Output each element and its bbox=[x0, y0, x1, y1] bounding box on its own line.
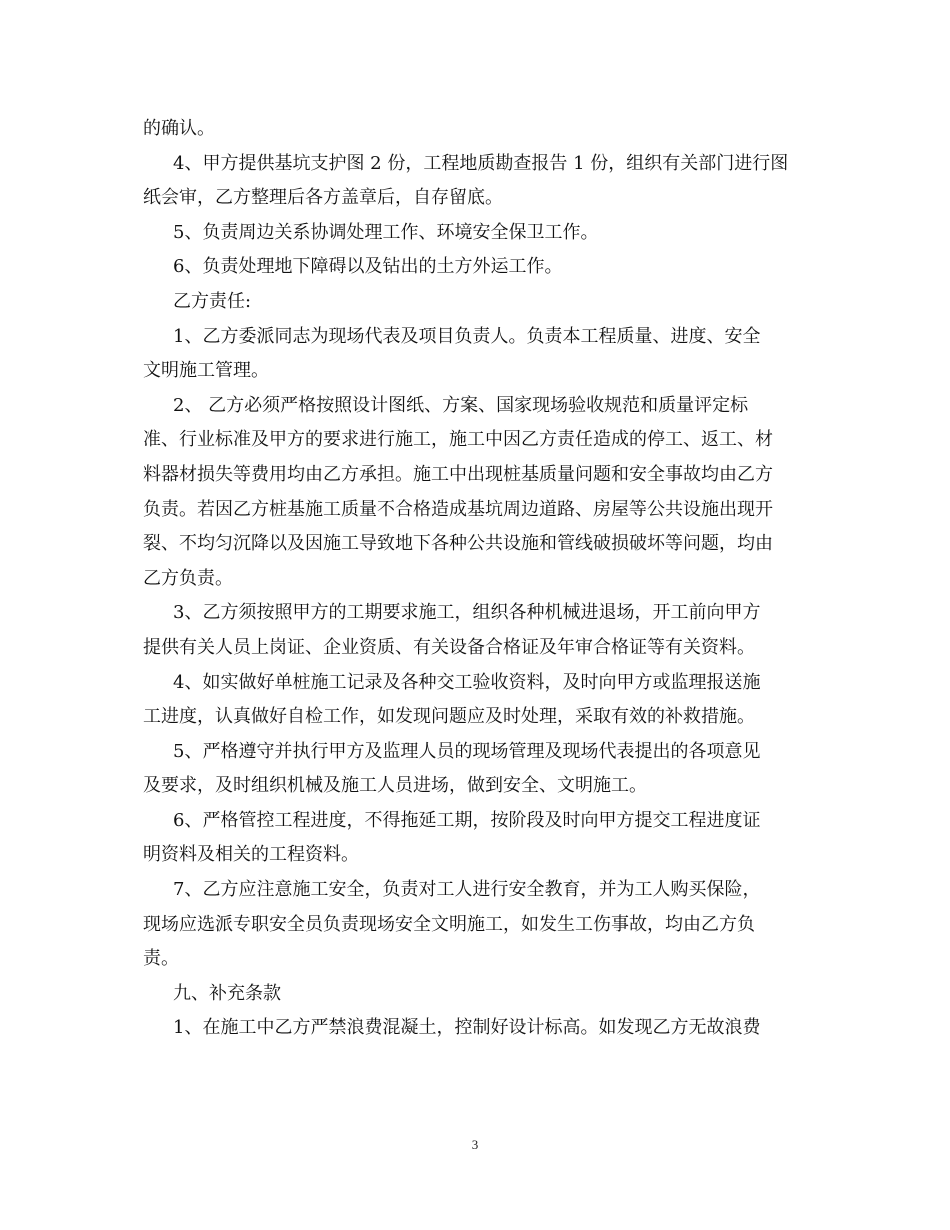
text-line: 准、行业标准及甲方的要求进行施工，施工中因乙方责任造成的停工、返工、材 bbox=[143, 429, 773, 451]
text-line: 1、乙方委派同志为现场代表及项目负责人。负责本工程质量、进度、安全 bbox=[173, 325, 761, 347]
text-line: 纸会审，乙方整理后各方盖章后，自存留底。 bbox=[143, 187, 503, 209]
text-line: 4、如实做好单桩施工记录及各种交工验收资料，及时向甲方或监理报送施 bbox=[173, 671, 761, 693]
text-line: 提供有关人员上岗证、企业资质、有关设备合格证及年审合格证等有关资料。 bbox=[143, 636, 755, 658]
text-line: 乙方责任: bbox=[173, 290, 252, 312]
text-line: 的确认。 bbox=[143, 118, 215, 139]
text-line: 乙方负责。 bbox=[143, 567, 233, 589]
text-line: 及要求，及时组织机械及施工人员进场，做到安全、文明施工。 bbox=[143, 775, 647, 797]
text-line: 6、严格管控工程进度，不得拖延工期，按阶段及时向甲方提交工程进度证 bbox=[173, 809, 761, 831]
document-body bbox=[143, 112, 803, 1046]
text-line: 裂、不均匀沉降以及因施工导致地下各种公共设施和管线破损破坏等问题，均由 bbox=[143, 533, 773, 555]
text-line: 2、 乙方必须严格按照设计图纸、方案、国家现场验收规范和质量评定标 bbox=[173, 394, 749, 416]
text-line: 4、甲方提供基坑支护图 2 份，工程地质勘查报告 1 份，组织有关部门进行图 bbox=[173, 152, 789, 174]
text-line: 6、负责处理地下障碍以及钻出的土方外运工作。 bbox=[173, 256, 563, 278]
text-line: 5、严格遵守并执行甲方及监理人员的现场管理及现场代表提出的各项意见 bbox=[173, 740, 761, 762]
text-line: 明资料及相关的工程资料。 bbox=[143, 844, 359, 866]
text-line: 现场应选派专职安全员负责现场安全文明施工，如发生工伤事故，均由乙方负 bbox=[143, 913, 755, 935]
text-line: 工进度，认真做好自检工作，如发现问题应及时处理，采取有效的补救措施。 bbox=[143, 706, 755, 728]
text-line: 负责。若因乙方桩基施工质量不合格造成基坑周边道路、房屋等公共设施出现开 bbox=[143, 498, 773, 520]
text-line: 5、负责周边关系协调处理工作、环境安全保卫工作。 bbox=[173, 221, 599, 243]
page-number: 3 bbox=[471, 1137, 479, 1152]
text-line: 料器材损失等费用均由乙方承担。施工中出现桩基质量问题和安全事故均由乙方 bbox=[143, 463, 773, 485]
text-line: 责。 bbox=[143, 948, 179, 970]
text-line: 九、补充条款 bbox=[173, 982, 281, 1004]
text-line: 3、乙方须按照甲方的工期要求施工，组织各种机械进退场，开工前向甲方 bbox=[173, 602, 761, 624]
text-line: 1、在施工中乙方严禁浪费混凝土，控制好设计标高。如发现乙方无故浪费 bbox=[173, 1017, 761, 1039]
text-line: 7、乙方应注意施工安全，负责对工人进行安全教育，并为工人购买保险， bbox=[173, 879, 761, 901]
text-line: 文明施工管理。 bbox=[143, 360, 269, 382]
